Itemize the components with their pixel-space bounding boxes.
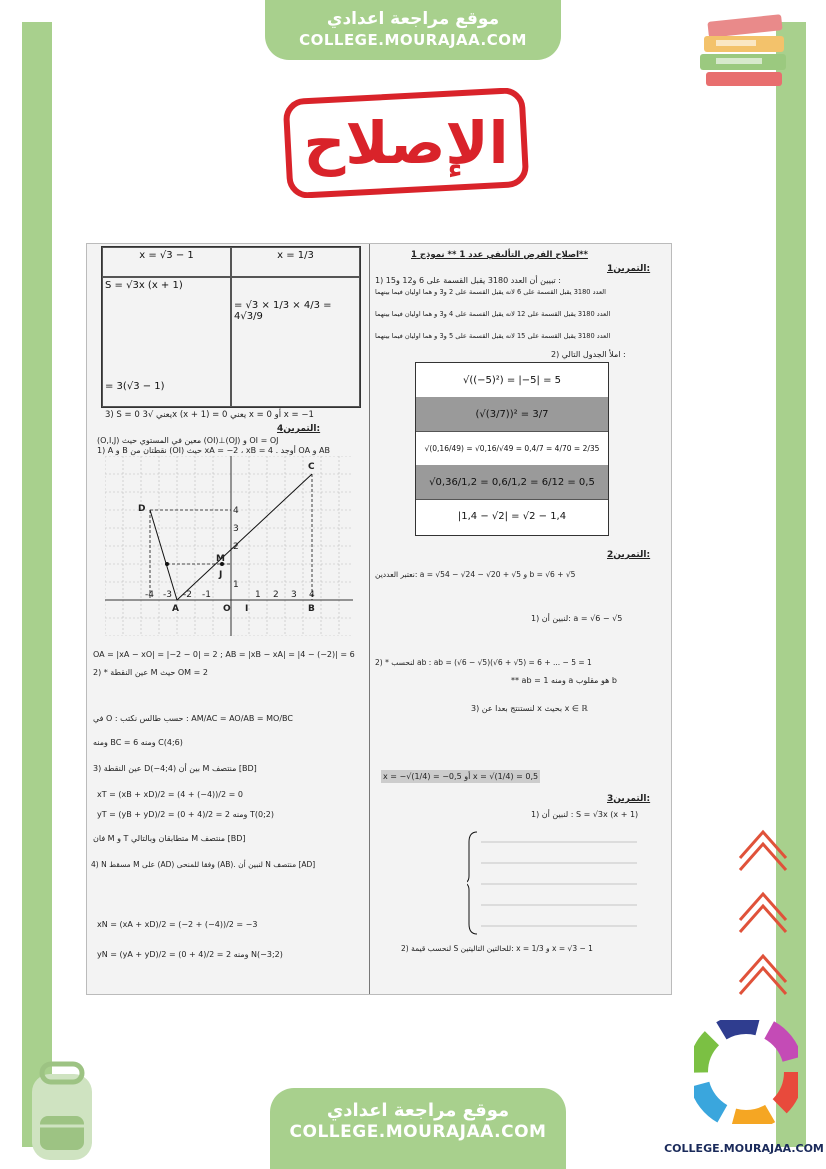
chevron-up-icon [734, 822, 792, 880]
logo-site-url[interactable]: COLLEGE.MOURAJAA.COM [664, 1142, 824, 1155]
ex4-line8: xT = (xB + xD)/2 = (4 + (−4))/2 = 0 [97, 790, 243, 799]
x-tick-n1: -1 [202, 590, 211, 600]
table-cell-left [102, 277, 231, 407]
cell-left-result: = 3(√3 − 1) [105, 381, 165, 392]
x-tick-3: 3 [291, 590, 297, 600]
left-line-s0: 3) S = 0 يعني √3x (x + 1) = 0 يعني x = 0 أو x = −1 [105, 410, 314, 420]
chevron-up-icon [734, 946, 792, 1004]
x-tick-n2: -2 [183, 590, 192, 600]
ex4-line11: 4) N مسقط M على (AD) وفقا للمنحى (AB). لنبين أن N منتصف [AD] [91, 860, 316, 869]
right-title: اصلاح الفرض التأليفي عدد 1 ** نموذج 1** [411, 250, 588, 260]
grid-label-c: C [308, 462, 315, 472]
ex2-line1: نعتبر العددين: a = √54 − √24 − √20 + √5 و b = √6 + √5 [375, 570, 576, 579]
ex1-line1: 1) تبيين أن العدد 3180 يقبل القسمة على 6 و12 و15 : [375, 276, 561, 285]
ex3-title: التمرين3: [607, 794, 651, 804]
ex4-line1: (O,I,J) معين في المستوي حيث (OI)⊥(OJ) و OI = OJ [97, 436, 279, 445]
grid-label-a: A [172, 604, 179, 614]
values-table [415, 362, 609, 536]
grid-label-b: B [308, 604, 315, 614]
ex3-line6: 2) لنحسب قيمة S للحالتين التاليتين: x = 1/3 و x = √3 − 1 [401, 944, 593, 953]
table-cell-right [231, 277, 360, 407]
x-tick-4: 4 [309, 590, 315, 600]
footer-site-url[interactable]: COLLEGE.MOURAJAA.COM [289, 1122, 547, 1142]
footer-site-name-ar: موقع مراجعة اعدادي [326, 1100, 510, 1121]
ex1-line3: العدد 3180 يقبل القسمة على 12 لانه يقبل القسمة على 4 و3 و هما اوليان فيما بينهما [375, 310, 611, 318]
right-column [371, 244, 671, 994]
x-tick-1: 1 [255, 590, 261, 600]
x-tick-2: 2 [273, 590, 279, 600]
values-row: √0,36/1,2 = 0,6/1,2 = 6/12 = 0,5 [416, 465, 608, 500]
ex3-line1: 1) لنبين أن : S = √3x (x + 1) [531, 810, 639, 819]
ex4-line9: yT = (yB + yD)/2 = (0 + 4)/2 = 2 ومنه T(0;2) [97, 810, 274, 819]
cell-right-result: = √3 × 1/3 × 4/3 = 4√3/9 [234, 300, 332, 322]
ex1-line2: العدد 3180 يقبل القسمة على 6 لانه يقبل القسمة على 2 و3 و هما اوليان فيما بينهما [375, 288, 607, 296]
ex2-line3: 2) * لنحسب ab : ab = (√6 − √5)(√6 + √5) = 6 + ... − 5 = 1 [375, 658, 592, 667]
values-row: |1,4 − √2| = √2 − 1,4 [457, 510, 567, 522]
ex1-line4: العدد 3180 يقبل القسمة على 15 لانه يقبل القسمة على 5 و3 و هما اوليان فيما بينهما [375, 332, 611, 340]
grid-label-o: O [223, 604, 231, 614]
y-tick-2: 2 [233, 542, 239, 552]
x-tick-n4: -4 [145, 590, 154, 600]
ex1-line5: 2) املأ الجدول التالي : [551, 350, 626, 359]
grid-label-i: I [245, 604, 249, 614]
table-header-right: x = 1/3 [231, 247, 360, 277]
ex4-line7: 3) عين النقطة D(−4;4) بين أن M منتصف [BD] [93, 764, 257, 773]
ex4-line4: 2) * عين النقطة M حيث OM = 2 [93, 668, 208, 677]
y-tick-3: 3 [233, 524, 239, 534]
ex4-line5: في O : حسب طالس نكتب : AM/AC = AO/AB = MO/BC [93, 714, 293, 723]
scanned-correction-sheet [86, 243, 672, 995]
grid-label-d: D [138, 504, 146, 514]
backpack-icon [12, 1060, 112, 1165]
ex4-line10: فان M و T متطابقان وبالتالي M منتصف [BD] [93, 834, 246, 843]
ex1-title: التمرين1: [607, 264, 651, 274]
correction-stamp [282, 88, 530, 198]
calc-table [101, 246, 361, 408]
values-row: √(0,16/49) = √0,16/√49 = 0,4/7 = 4/70 = 2/35 [416, 431, 608, 466]
ex2-title: التمرين2: [607, 550, 651, 560]
ex4-line12: xN = (xA + xD)/2 = (−2 + (−4))/2 = −3 [97, 920, 258, 929]
site-logo-wheel[interactable] [694, 1020, 798, 1124]
header-site-url[interactable]: COLLEGE.MOURAJAA.COM [299, 31, 527, 49]
ex2-line4: ** ab = 1 ومنه a هو مقلوب b [511, 676, 617, 685]
values-row: (√(3/7))² = 3/7 [416, 397, 608, 432]
grid-label-m: M [216, 554, 225, 564]
x-tick-n3: -3 [163, 590, 172, 600]
ex2-line6: x = −√(1/4) = −0,5 أو x = √(1/4) = 0,5 [383, 772, 539, 781]
table-header-left: x = √3 − 1 [102, 247, 231, 277]
y-tick-1: 1 [233, 580, 239, 590]
ex3-expansion-brace [467, 828, 647, 938]
ex2-line5: 3) لنستنتج بعدا عن x بحيث x ∈ ℝ [471, 704, 588, 713]
grid-label-j: J [219, 570, 223, 580]
books-icon [690, 10, 800, 90]
ex4-title: التمرين4: [277, 424, 321, 434]
coordinate-grid [105, 456, 353, 636]
ex4-line3: OA = |xA − xO| = |−2 − 0| = 2 ; AB = |xB − xA| = |4 − (−2)| = 6 [93, 650, 355, 659]
ex2-line2: 1) لنبين أن: a = √6 − √5 [531, 614, 623, 623]
ex4-line13: yN = (yA + yD)/2 = (0 + 4)/2 = 2 ومنه N(−3;2) [97, 950, 283, 959]
y-tick-4: 4 [233, 506, 239, 516]
header-site-name-ar: موقع مراجعة اعدادي [326, 9, 500, 29]
footer-banner[interactable] [270, 1088, 566, 1169]
cell-left-line1: S = √3x (x + 1) [105, 280, 183, 291]
ex4-line2: 1) A و B نقطتان من (OI) حيث xA = −2 ، xB = 4 . أوجد OA و AB [97, 446, 330, 455]
ex4-line6: ومنه BC = 6 ومنه C(4;6) [93, 738, 183, 747]
header-banner[interactable] [265, 0, 561, 60]
left-green-border [22, 22, 52, 1147]
stamp-text: الإصلاح [303, 109, 509, 177]
values-row: √((−5)²) = |−5| = 5 [416, 363, 608, 398]
left-column [87, 244, 370, 994]
chevron-up-icon [734, 884, 792, 942]
